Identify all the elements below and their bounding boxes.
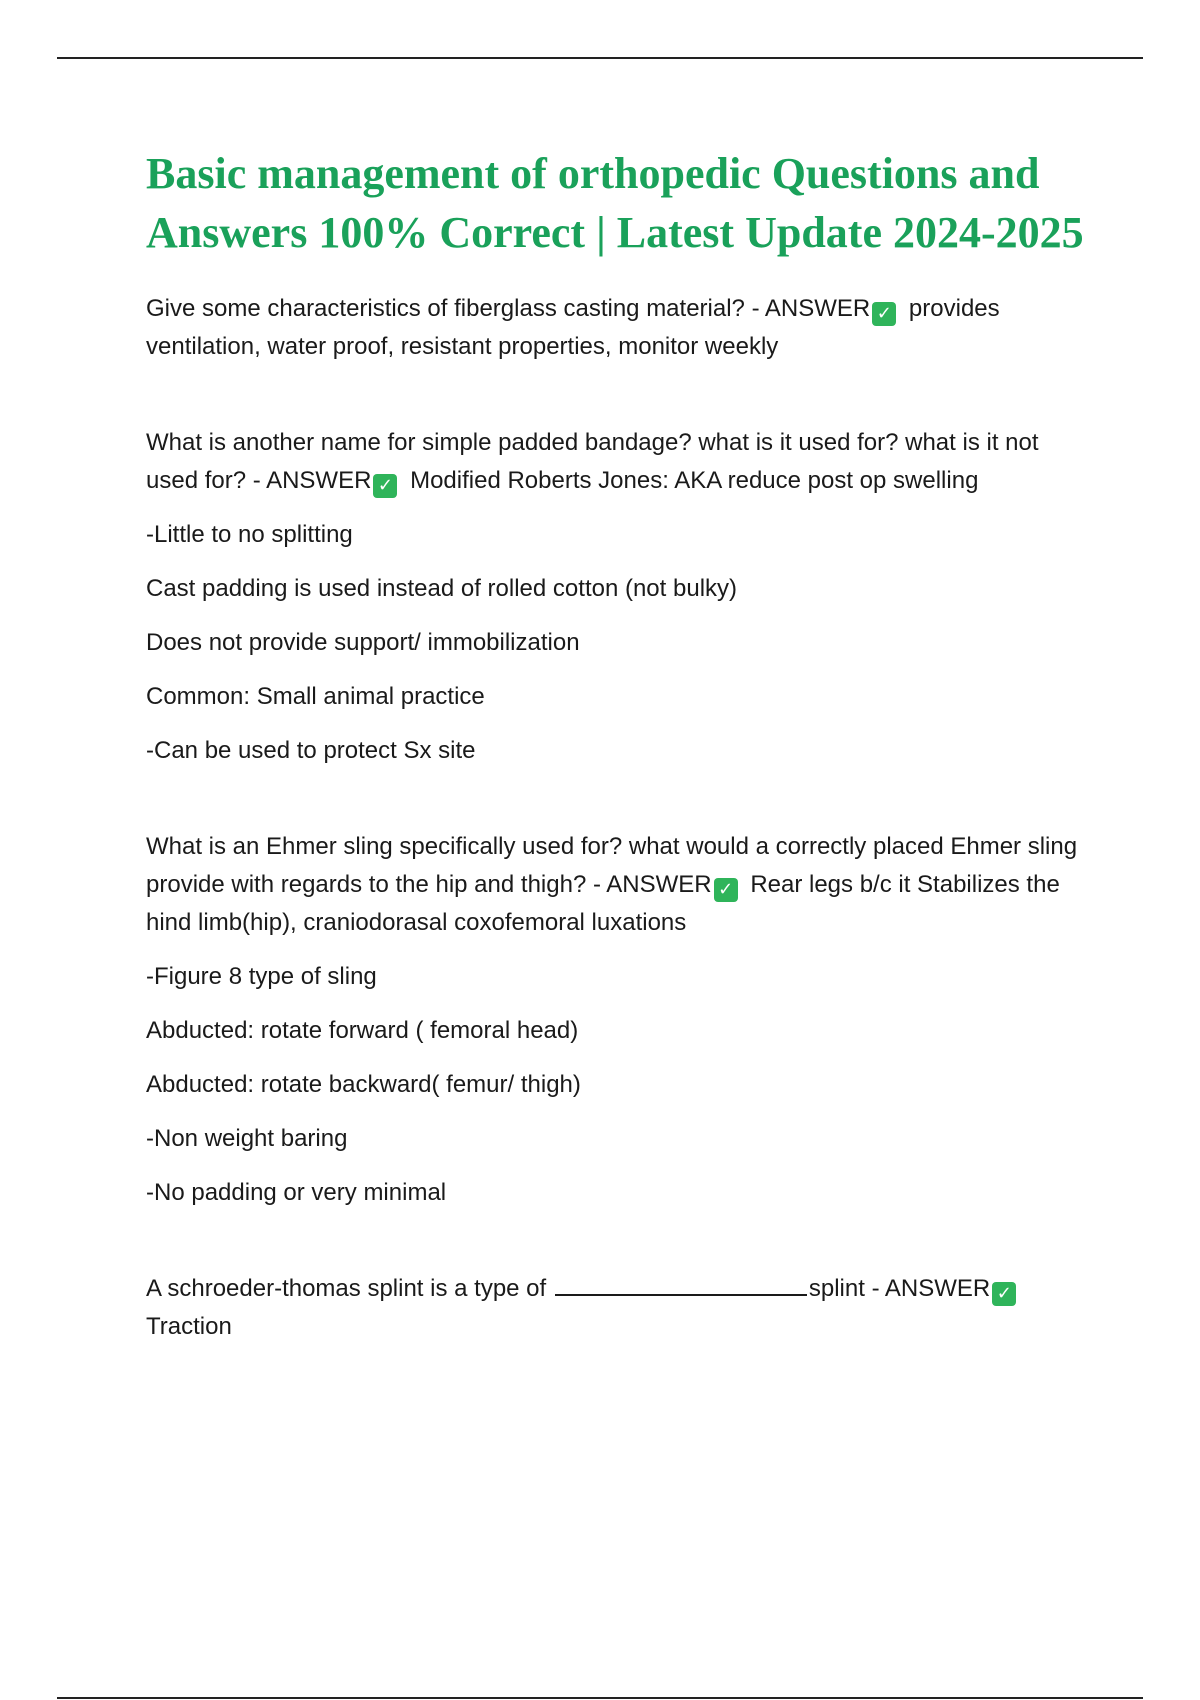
fill-in-blank	[555, 1272, 807, 1296]
white-check-mark-icon: ✓	[872, 302, 896, 326]
answer-detail-line: -Figure 8 type of sling	[146, 963, 377, 990]
answer-detail-line: Common: Small animal practice	[146, 683, 485, 710]
answer-detail-line: -Little to no splitting	[146, 521, 353, 548]
answer-detail-line: -No padding or very minimal	[146, 1179, 447, 1206]
question: A schroeder-thomas splint is a type of	[146, 1275, 553, 1302]
question-text	[146, 1270, 1086, 1346]
qa-item	[146, 290, 1086, 366]
answer: provides ventilation, water proof, resistant properties, monitor weekly	[146, 295, 1000, 360]
white-check-mark-icon: ✓	[373, 474, 397, 498]
answer-detail-line: Abducted: rotate backward( femur/ thigh)	[146, 1071, 581, 1098]
page-title: Basic management of orthopedic Questions and Answers 100% Correct | Latest Update 2024-2025	[146, 149, 1084, 257]
answer-detail-line: Abducted: rotate forward ( femoral head)	[146, 1017, 579, 1044]
question: What is an Ehmer sling specifically used for? what would a correctly placed Ehmer sling provide with regards to the hip and thigh? -	[146, 833, 1078, 898]
question-suffix: splint -	[808, 1275, 885, 1302]
bottom-divider	[57, 1697, 1143, 1699]
answer-detail-line: Cast padding is used instead of rolled cotton (not bulky)	[146, 575, 738, 602]
qa-item	[146, 424, 1086, 770]
answer: Rear legs b/c it Stabilizes the hind limb(hip), craniodorasal coxofemoral luxations	[146, 871, 1060, 936]
answer: Modified Roberts Jones: AKA reduce post op swelling	[410, 467, 979, 494]
question: Give some characteristics of fiberglass casting material? -	[146, 295, 765, 322]
top-divider	[57, 57, 1143, 59]
question: What is another name for simple padded bandage? what is it used for? what is it not used for? -	[146, 429, 1039, 494]
answer-detail-line: Does not provide support/ immobilization	[146, 629, 580, 656]
question-text	[146, 290, 1086, 366]
answer-detail-line: -Can be used to protect Sx site	[146, 737, 476, 764]
answer: Traction	[146, 1313, 232, 1340]
answer-label: ANSWER	[606, 871, 712, 898]
white-check-mark-icon: ✓	[714, 878, 738, 902]
answer-detail-line: -Non weight baring	[146, 1125, 348, 1152]
document-body	[146, 144, 1086, 1346]
answer-label: ANSWER	[764, 295, 871, 322]
answer-label: ANSWER	[884, 1275, 991, 1302]
question-text	[146, 828, 1086, 942]
white-check-mark-icon: ✓	[992, 1282, 1016, 1306]
qa-item	[146, 828, 1086, 1212]
qa-item	[146, 1270, 1086, 1346]
answer-label: ANSWER	[266, 467, 372, 494]
question-text	[146, 424, 1086, 500]
